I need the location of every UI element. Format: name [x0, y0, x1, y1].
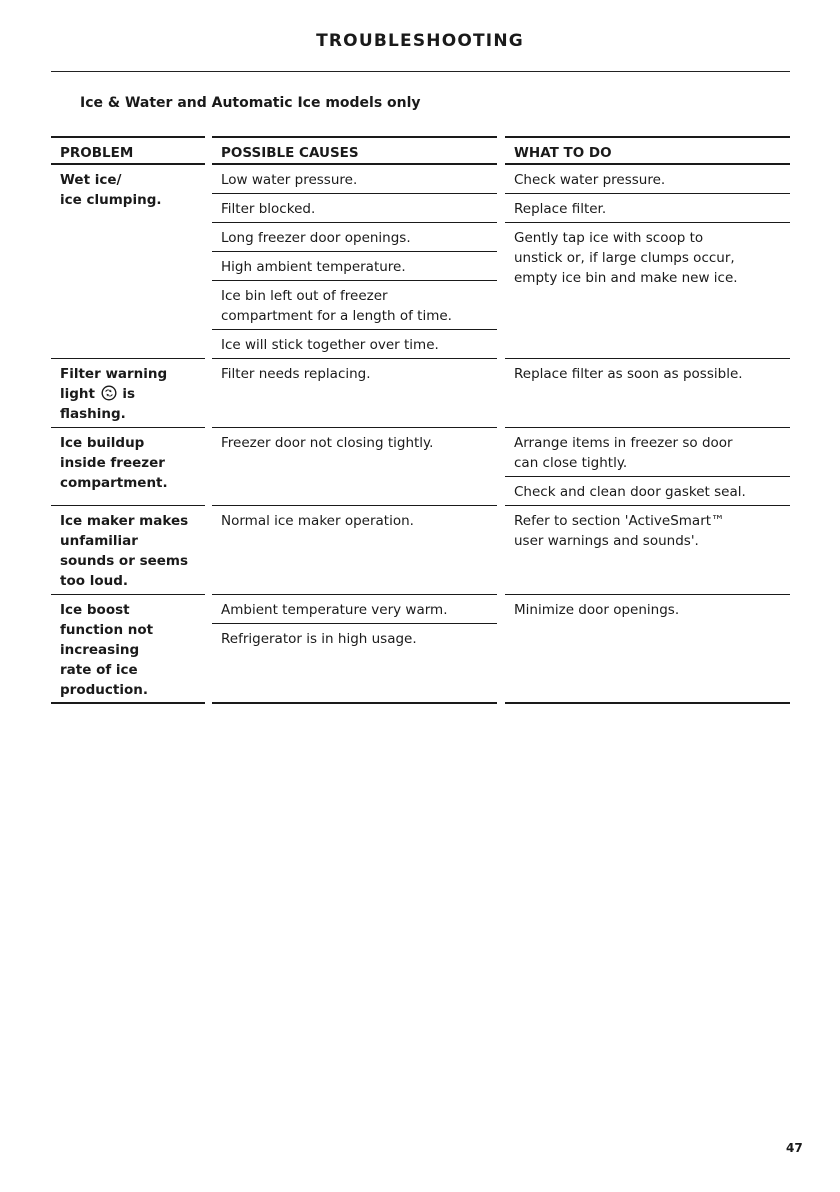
problem-text: Ice boost function not increasing rate of ice production. — [60, 602, 154, 698]
cause-cell — [212, 359, 497, 428]
cause-cell — [212, 624, 497, 704]
cause-text: Filter needs replacing. — [221, 366, 371, 382]
problem-text: is flashing. — [60, 386, 136, 422]
title-divider — [51, 71, 790, 72]
action-text: Replace filter. — [514, 201, 607, 217]
cause-text: High ambient temperature. — [221, 259, 406, 275]
section-subtitle: Ice & Water and Automatic Ice models only — [80, 95, 421, 111]
cause-text: Long freezer door openings. — [221, 230, 411, 246]
problem-cell — [51, 506, 205, 595]
problem-text: Ice buildup inside freezer compartment. — [60, 435, 168, 491]
page-title: TROUBLESHOOTING — [316, 31, 524, 51]
cause-text: Filter blocked. — [221, 201, 316, 217]
action-cell — [505, 477, 790, 506]
problem-text: Ice maker makes unfamiliar sounds or seems too loud. — [60, 513, 189, 589]
action-text: Check water pressure. — [514, 172, 666, 188]
cause-text: Freezer door not closing tightly. — [221, 435, 434, 451]
cause-cell — [212, 506, 497, 595]
action-text: Arrange items in freezer so door can close tightly. — [514, 435, 733, 471]
problem-cell — [51, 359, 205, 428]
cause-cell — [212, 428, 497, 506]
action-text: Replace filter as soon as possible. — [514, 366, 743, 382]
cause-cell — [212, 330, 497, 359]
action-cell — [505, 428, 790, 477]
problem-header: PROBLEM — [51, 136, 205, 165]
cause-cell — [212, 281, 497, 330]
cause-text: Ambient temperature very warm. — [221, 602, 448, 618]
problem-cell — [51, 595, 205, 704]
action-cell — [505, 506, 790, 595]
cause-text: Normal ice maker operation. — [221, 513, 414, 529]
action-cell — [505, 359, 790, 428]
action-cell — [505, 595, 790, 704]
action-text: Check and clean door gasket seal. — [514, 484, 746, 500]
action-cell — [505, 223, 790, 359]
actions-header: WHAT TO DO — [505, 136, 790, 165]
cause-cell — [212, 595, 497, 624]
problem-cell — [51, 165, 205, 359]
action-text: Gently tap ice with scoop to unstick or, if large clumps occur, empty ice bin and make new ice. — [514, 230, 738, 286]
causes-header: POSSIBLE CAUSES — [212, 136, 497, 165]
cause-text: Ice bin left out of freezer compartment for a length of time. — [221, 288, 452, 324]
problem-cell — [51, 428, 205, 506]
filter-warning-icon — [101, 385, 117, 401]
cause-cell — [212, 252, 497, 281]
page-number: 47 — [786, 1141, 803, 1155]
action-cell — [505, 165, 790, 194]
cause-cell — [212, 223, 497, 252]
cause-text: Refrigerator is in high usage. — [221, 631, 417, 647]
action-text: Minimize door openings. — [514, 602, 680, 618]
cause-text: Ice will stick together over time. — [221, 337, 439, 353]
problem-text: Wet ice/ ice clumping. — [60, 172, 162, 208]
cause-text: Low water pressure. — [221, 172, 358, 188]
problem-text: Filter warning light — [60, 366, 168, 402]
action-text: Refer to section 'ActiveSmart™ user warnings and sounds'. — [514, 513, 725, 549]
cause-cell — [212, 165, 497, 194]
action-cell — [505, 194, 790, 223]
cause-cell — [212, 194, 497, 223]
